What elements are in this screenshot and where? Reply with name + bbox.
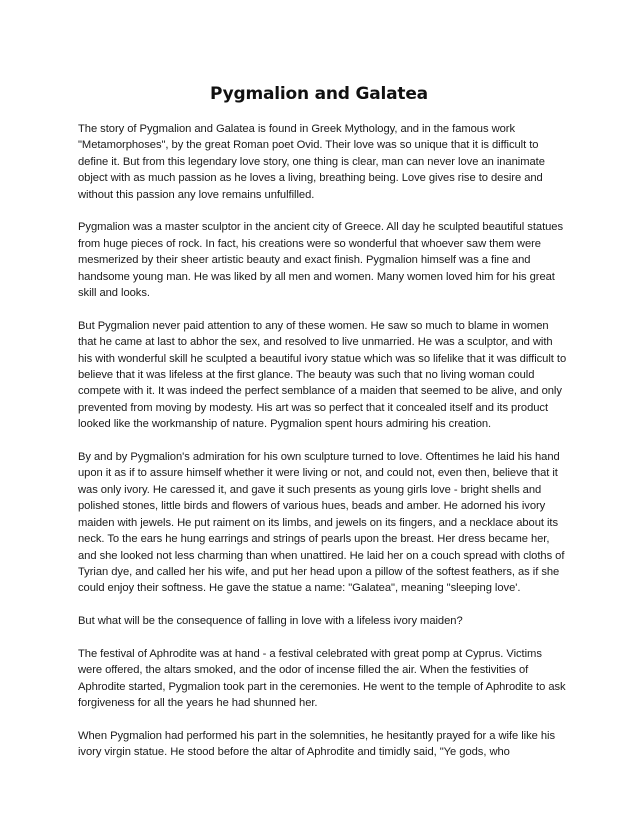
paragraph-7: When Pygmalion had performed his part in the solemnities, he hesitantly prayed for a wife like his ivory virgin statue. He stood before the altar of Aphrodite and timidly said, "Ye gods, who [78, 729, 556, 759]
paragraph-4: By and by Pygmalion's admiration for his own sculpture turned to love. Oftentimes he laid his hand upon it as if to assure himself whether it were living or not, and could not, even then, believe that it was only ivory. He caressed it, and gave it such presents as young girls love - bright shells and polished stones, little birds and flowers of various hues, beads and amber. He adorned his ivory maiden with jewels. He put raiment on its limbs, and jewels on its fingers, and a necklace about its neck. To the ears he hung earrings and strings of pearls upon the breast. Her dress became her, and she looked not less charming than when unattired. He laid her on a couch spread with cloths of Tyrian dye, and called her his wife, and put her head upon a pillow of the softest feathers, as if she could enjoy their softness. He gave the statue a name: "Galatea", meaning "sleeping love'. [78, 451, 565, 595]
paragraph-3: But Pygmalion never paid attention to any of these women. He saw so much to blame in women that he came at last to abhor the sex, and resolved to live unmarried. He was a sculptor, and with his with wonderful skill he sculpted a beautiful ivory statue which was so lifelike that it was difficult to believe that it was lifeless at the first glance. The beauty was such that no living woman could compete with it. It was indeed the perfect semblance of a maiden that seemed to be alive, and only prevented from moving by modesty. His art was so perfect that it concealed itself and its product looked like the workmanship of nature. Pygmalion spent hours admiring his creation. [78, 319, 567, 431]
paragraph-1: The story of Pygmalion and Galatea is found in Greek Mythology, and in the famous work "Metamorphoses", by the great Roman poet Ovid. Their love was so unique that it is difficult to define it. But from this legendary love story, one thing is clear, man can never love an inanimate object with as much passion as he loves a living, breathing being. Love gives rise to desire and without this passion any love remains unfulfilled. [78, 123, 545, 201]
document-body [78, 121, 568, 761]
document-title: Pygmalion and Galatea [210, 84, 428, 104]
paragraph-2: Pygmalion was a master sculptor in the ancient city of Greece. All day he sculpted beautiful statues from huge pieces of rock. In fact, his creations were so wonderful that whoever saw them were mesmerized by their sheer artistic beauty and exact finish. Pygmalion himself was a fine and handsome young man. He was liked by all men and women. Many women loved him for his great skill and looks. [78, 221, 564, 300]
paragraph-6: The festival of Aphrodite was at hand - a festival celebrated with great pomp at Cyprus. Victims were offered, the altars smoked, and the odor of incense filled the air. When the festivities of Aphrodite started, Pygmalion took part in the ceremonies. He went to the temple of Aphrodite to ask forgiveness for all the years he had shunned her. [78, 647, 566, 710]
paragraph-5: But what will be the consequence of falling in love with a lifeless ivory maiden? [78, 615, 463, 628]
